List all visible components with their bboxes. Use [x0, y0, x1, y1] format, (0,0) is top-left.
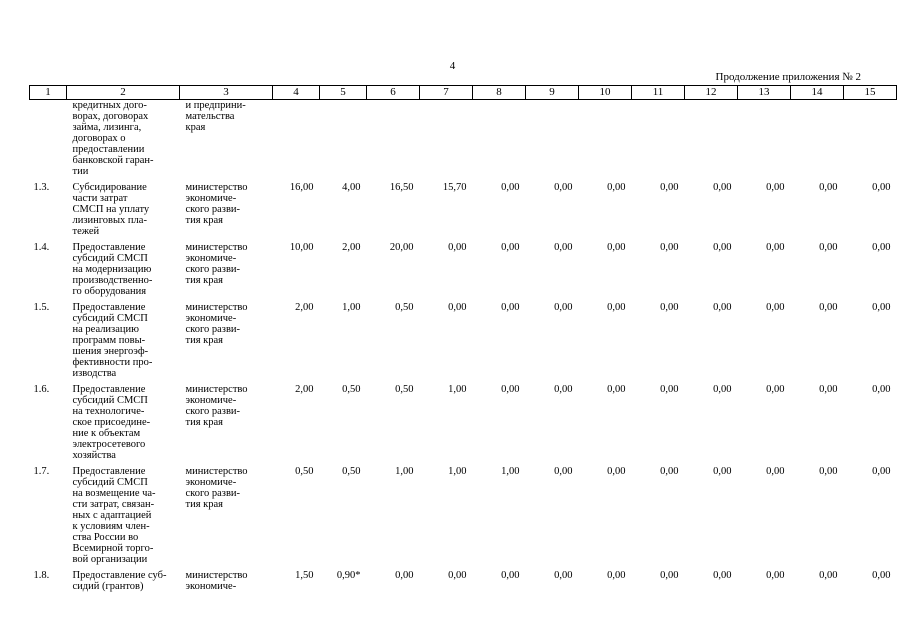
row-index-cell: 1.8. [33, 570, 50, 581]
value-cell: 0,00 [660, 466, 679, 477]
value-cell [579, 100, 632, 178]
header-cell: 6 [367, 86, 420, 100]
value-cell: 0,00 [766, 466, 785, 477]
value-cell: 0,00 [819, 242, 838, 253]
header-cell: 4 [273, 86, 320, 100]
value-cell: 16,50 [389, 182, 414, 193]
value-cell [420, 100, 473, 178]
value-cell: 0,50 [395, 302, 414, 313]
value-cell [738, 100, 791, 178]
header-cell: 14 [791, 86, 844, 100]
value-cell: 0,00 [448, 242, 467, 253]
table-row [30, 100, 897, 178]
value-cell: 0,00 [501, 242, 520, 253]
value-cell: 0,00 [713, 242, 732, 253]
measure-name-cell: Субсидирование части затрат СМСП на уплату лизинговых пла- тежей [72, 182, 150, 237]
row-index-cell: 1.6. [33, 384, 50, 395]
table-row [30, 565, 897, 592]
value-cell: 1,00 [448, 384, 467, 395]
value-cell: 0,00 [554, 570, 573, 581]
value-cell: 0,00 [713, 302, 732, 313]
header-cell: 10 [579, 86, 632, 100]
value-cell: 0,00 [501, 570, 520, 581]
value-cell: 0,00 [713, 570, 732, 581]
value-cell: 0,00 [660, 570, 679, 581]
value-cell: 0,00 [766, 384, 785, 395]
value-cell: 0,00 [660, 242, 679, 253]
measure-name-cell: Предоставление субсидий СМСП на реализацию программ повы- шения энергоэф- фективности про- изводства [72, 302, 153, 379]
value-cell: 0,00 [819, 384, 838, 395]
value-cell [685, 100, 738, 178]
value-cell: 0,00 [395, 570, 414, 581]
responsible-cell: министерство экономиче- ского разви- тия края [185, 466, 248, 510]
value-cell [273, 100, 320, 178]
value-cell: 15,70 [442, 182, 467, 193]
header-cell: 3 [180, 86, 273, 100]
responsible-cell: министерство экономиче- ского разви- тия края [185, 384, 248, 428]
value-cell: 0,00 [872, 302, 891, 313]
value-cell: 20,00 [389, 242, 414, 253]
header-cell: 12 [685, 86, 738, 100]
table-body [30, 100, 897, 593]
value-cell: 0,00 [872, 384, 891, 395]
value-cell [844, 100, 897, 178]
value-cell [367, 100, 420, 178]
value-cell: 1,00 [448, 466, 467, 477]
value-cell: 10,00 [289, 242, 314, 253]
row-index-cell: 1.4. [33, 242, 50, 253]
value-cell [526, 100, 579, 178]
value-cell: 0,00 [448, 570, 467, 581]
table-row [30, 461, 897, 565]
value-cell: 0,00 [607, 182, 626, 193]
value-cell: 0,90* [336, 570, 361, 581]
value-cell: 0,50 [342, 466, 361, 477]
value-cell [791, 100, 844, 178]
value-cell: 0,00 [766, 182, 785, 193]
measure-name-cell: Предоставление суб- сидий (грантов) [72, 570, 167, 592]
value-cell [320, 100, 367, 178]
responsible-cell: министерство экономиче- ского разви- тия края [185, 242, 248, 286]
value-cell: 0,00 [660, 182, 679, 193]
value-cell [632, 100, 685, 178]
row-index-cell: 1.5. [33, 302, 50, 313]
appendix-table [29, 85, 897, 592]
value-cell: 16,00 [289, 182, 314, 193]
value-cell: 2,00 [295, 384, 314, 395]
responsible-cell: и предприни- мательства края [185, 100, 246, 133]
table-header-row [30, 86, 897, 100]
row-index-cell: 1.3. [33, 182, 50, 193]
value-cell: 0,00 [713, 384, 732, 395]
value-cell: 0,00 [607, 466, 626, 477]
value-cell: 0,00 [872, 466, 891, 477]
value-cell: 0,00 [819, 302, 838, 313]
header-cell: 5 [320, 86, 367, 100]
value-cell: 0,00 [766, 570, 785, 581]
value-cell: 0,00 [766, 302, 785, 313]
header-cell: 7 [420, 86, 473, 100]
value-cell: 1,00 [395, 466, 414, 477]
value-cell: 0,00 [607, 570, 626, 581]
value-cell: 0,00 [501, 384, 520, 395]
header-cell: 1 [30, 86, 67, 100]
value-cell: 0,00 [819, 570, 838, 581]
value-cell: 0,00 [872, 242, 891, 253]
value-cell: 0,00 [607, 242, 626, 253]
value-cell: 0,00 [501, 182, 520, 193]
value-cell: 0,00 [554, 384, 573, 395]
measure-name-cell: кредитных дого- ворах, договорах займа, лизинга, договорах о предоставлении банковской гаран- тии [72, 100, 154, 177]
value-cell: 0,00 [766, 242, 785, 253]
row-index-cell [30, 100, 67, 178]
value-cell: 0,00 [872, 182, 891, 193]
table-row [30, 297, 897, 379]
measure-name-cell: Предоставление субсидий СМСП на модернизацию производственно- го оборудования [72, 242, 153, 297]
value-cell: 0,00 [713, 182, 732, 193]
header-cell: 8 [473, 86, 526, 100]
value-cell: 4,00 [342, 182, 361, 193]
header-cell: 11 [632, 86, 685, 100]
value-cell: 0,00 [660, 384, 679, 395]
value-cell: 0,00 [554, 302, 573, 313]
value-cell: 0,50 [342, 384, 361, 395]
table-row [30, 237, 897, 297]
value-cell: 0,50 [395, 384, 414, 395]
value-cell: 0,00 [554, 466, 573, 477]
header-cell: 13 [738, 86, 791, 100]
continuation-label: Продолжение приложения № 2 [715, 71, 861, 83]
measure-name-cell: Предоставление субсидий СМСП на возмещение ча- сти затрат, связан- ных с адаптацией к условиям член- ства России во Всемирной торго- вой организации [72, 466, 156, 565]
table-row [30, 379, 897, 461]
value-cell [473, 100, 526, 178]
value-cell: 0,00 [819, 466, 838, 477]
value-cell: 0,00 [554, 182, 573, 193]
value-cell: 0,00 [448, 302, 467, 313]
header-cell: 9 [526, 86, 579, 100]
value-cell: 0,00 [554, 242, 573, 253]
value-cell: 0,00 [607, 302, 626, 313]
page-number: 4 [449, 60, 456, 72]
value-cell: 0,00 [872, 570, 891, 581]
value-cell: 0,00 [660, 302, 679, 313]
responsible-cell: министерство экономиче- [185, 570, 248, 592]
value-cell: 0,00 [819, 182, 838, 193]
value-cell: 2,00 [295, 302, 314, 313]
value-cell: 0,00 [607, 384, 626, 395]
value-cell: 1,50 [295, 570, 314, 581]
value-cell: 2,00 [342, 242, 361, 253]
table-row [30, 177, 897, 237]
header-cell: 15 [844, 86, 897, 100]
value-cell: 1,00 [501, 466, 520, 477]
responsible-cell: министерство экономиче- ского разви- тия края [185, 302, 248, 346]
value-cell: 0,00 [713, 466, 732, 477]
value-cell: 0,00 [501, 302, 520, 313]
value-cell: 1,00 [342, 302, 361, 313]
value-cell: 0,50 [295, 466, 314, 477]
measure-name-cell: Предоставление субсидий СМСП на технологиче- ское присоедине- ние к объектам электросетевого хозяйства [72, 384, 151, 461]
row-index-cell: 1.7. [33, 466, 50, 477]
responsible-cell: министерство экономиче- ского разви- тия края [185, 182, 248, 226]
header-cell: 2 [67, 86, 180, 100]
